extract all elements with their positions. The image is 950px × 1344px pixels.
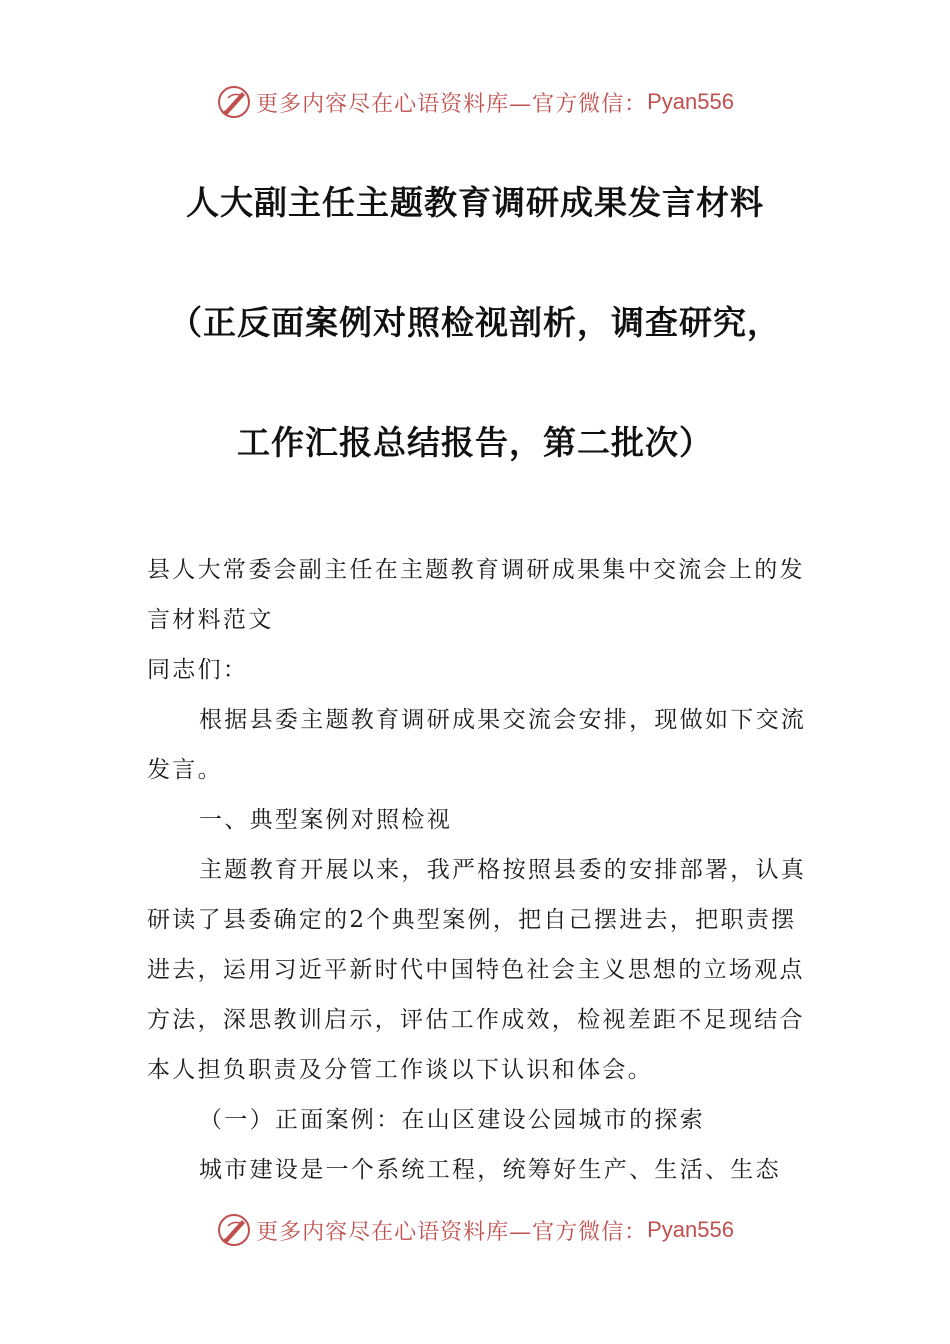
body-heading: 县人大常委会副主任在主题教育调研成果集中交流会上的发言材料范文 [147,557,805,633]
greeting: 同志们： [147,657,249,683]
watermark-banner-top [0,82,950,122]
watermark-text: 更多内容尽在心语资料库—官方微信： [256,91,648,117]
paragraph-3: 城市建设是一个系统工程，统筹好生产、生活、生态 [199,1157,781,1183]
watermark-id: Pyan556 [647,89,734,114]
watermark-text: 更多内容尽在心语资料库—官方微信： [256,1219,648,1245]
title-line-1: 人大副主任主题教育调研成果发言材料 [186,183,764,222]
section-heading-1: 一、典型案例对照检视 [199,807,452,833]
paragraph-2: 主题教育开展以来，我严格按照县委的安排部署，认真研读了县委确定的2个典型案例，把自己摆进去，把职责摆进去，运用习近平新时代中国特色社会主义思想的立场观点方法，深思教训启示，评估工作成效，检视差距不足现结合本人担负职责及分管工作谈以下认识和体会。 [147,857,807,1083]
watermark-banner-bottom [0,1210,950,1250]
subsection-heading-1: （一）正面案例：在山区建设公园城市的探索 [199,1107,705,1133]
document-body [147,545,807,1195]
paragraph-1: 根据县委主题教育调研成果交流会安排，现做如下交流发言。 [147,707,807,783]
pen-logo-icon [216,84,252,120]
title-line-2: （正反面案例对照检视剖析，调查研究， [169,303,781,342]
watermark-id: Pyan556 [647,1217,734,1242]
title-line-3: 工作汇报总结报告，第二批次） [237,423,713,462]
pen-logo-icon [216,1212,252,1248]
